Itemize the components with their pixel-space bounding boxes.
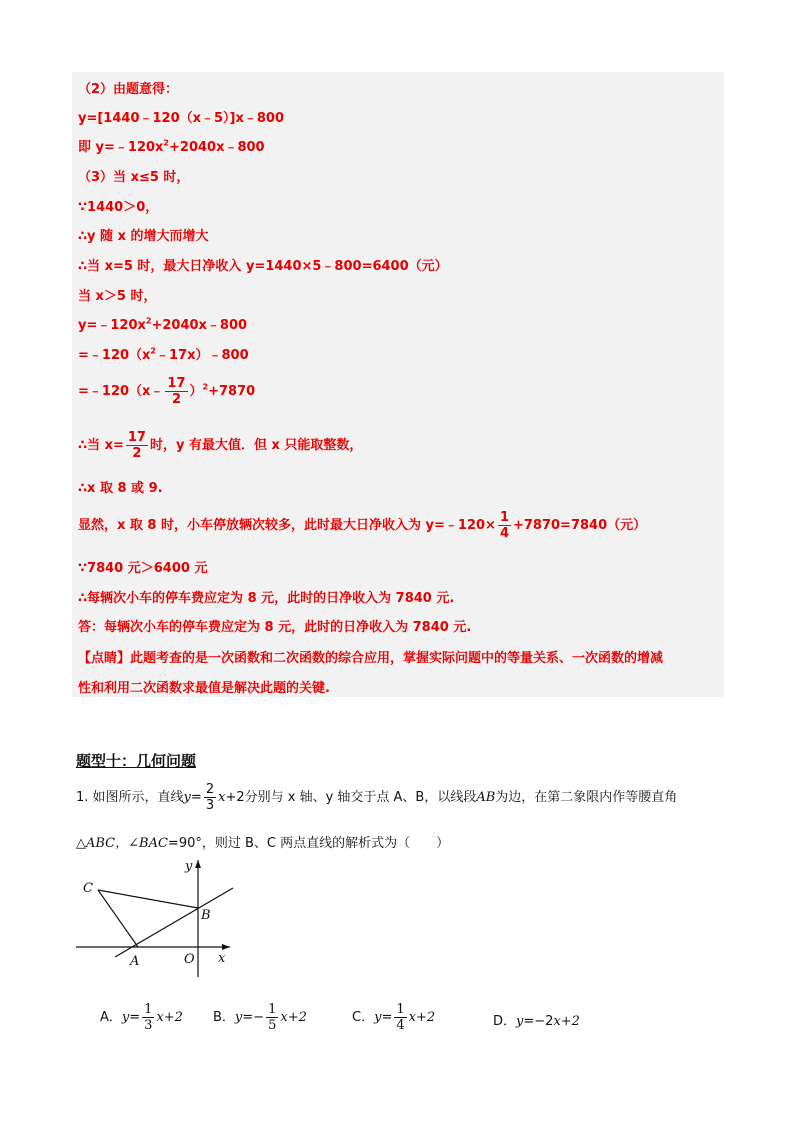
solution-line: y=[1440﹣120（x﹣5）]x﹣800: [78, 111, 285, 126]
geometry-figure: [70, 852, 250, 978]
solution-line: 答：每辆次小车的停车费应定为 8 元，此时的日净收入为 7840 元.: [78, 620, 472, 635]
label-C: C: [83, 881, 93, 896]
fraction: $\frac{17}{2}$: [127, 430, 146, 461]
question-line: △ABC，∠BAC=90°，则过 B、C 两点直线的解析式为（ ）: [76, 836, 450, 851]
label-x: x: [218, 951, 226, 966]
option-b[interactable]: B．y=− $\frac{1}{5}$ x+2: [213, 1002, 307, 1033]
label-O: O: [184, 952, 195, 967]
solution-line: ∴每辆次小车的停车费应定为 8 元，此时的日净收入为 7840 元.: [78, 591, 455, 606]
fraction: $\frac{1}{4}$: [499, 510, 509, 541]
segment-AC: [98, 890, 138, 947]
fraction: $\frac{1}{5}$: [268, 1002, 277, 1033]
fraction: $\frac{17}{2}$: [167, 376, 186, 407]
solution-line: ∴y 随 x 的增大而增大: [78, 229, 209, 244]
label-B: B: [201, 908, 211, 923]
label-A: A: [130, 954, 140, 969]
fraction: $\frac{1}{3}$: [144, 1002, 153, 1033]
solution-line: ∴当 x= $\frac{17}{2}$ 时，y 有最大值．但 x 只能取整数，: [78, 430, 363, 461]
solution-line: （3）当 x≤5 时，: [78, 170, 190, 185]
label-y: y: [185, 859, 193, 874]
option-a[interactable]: A．y= $\frac{1}{3}$ x+2: [100, 1002, 183, 1033]
fraction: $\frac{2}{3}$: [205, 782, 215, 813]
solution-line: $=﹣120(x^2﹣17x)﹣800$: [78, 346, 249, 363]
question-line: 1. 如图所示，直线y= $\frac{2}{3}$ x+2分别与 x 轴、y 轴交于点 A、B，以线段AB为边，在第二象限内作等腰直角: [76, 782, 678, 813]
solution-line: ∴当 x=5 时，最大日净收入 y=1440×5﹣800=6400（元）: [78, 259, 448, 274]
solution-line: $y=﹣120x^2+2040x﹣800$: [78, 316, 248, 333]
solution-line: ∴x 取 8 或 9.: [78, 481, 163, 496]
section-heading: 题型十：几何问题: [76, 752, 197, 770]
option-d[interactable]: D．y=−2x+2: [493, 1014, 580, 1029]
solution-line: ∵7840 元＞6400 元: [78, 561, 208, 576]
solution-line: 【点睛】此题考查的是一次函数和二次函数的综合应用，掌握实际问题中的等量关系、一次函数的增减: [78, 651, 664, 666]
fraction: $\frac{1}{4}$: [396, 1002, 405, 1033]
option-c[interactable]: C．y= $\frac{1}{4}$ x+2: [352, 1002, 436, 1033]
x-axis-arrow-icon: [222, 944, 230, 950]
solution-line: 当 x＞5 时，: [78, 289, 157, 304]
solution-line: 显然，x 取 8 时，小车停放辆次较多，此时最大日净收入为 y=﹣120× $\frac{1}{4}$ +7870=7840（元）: [78, 510, 647, 541]
solution-line: （2）由题意得：: [78, 82, 179, 97]
solution-line: =﹣120（x﹣ $\frac{17}{2}$ ）$^2$+7870: [78, 376, 256, 407]
solution-line: 性和利用二次函数求最值是解决此题的关键.: [78, 681, 330, 696]
solution-line: 即 $y=﹣120x^2+2040x﹣800$: [78, 138, 265, 155]
y-axis-arrow-icon: [195, 860, 201, 868]
solution-line: ∵1440＞0，: [78, 200, 159, 215]
segment-BC: [98, 890, 198, 908]
